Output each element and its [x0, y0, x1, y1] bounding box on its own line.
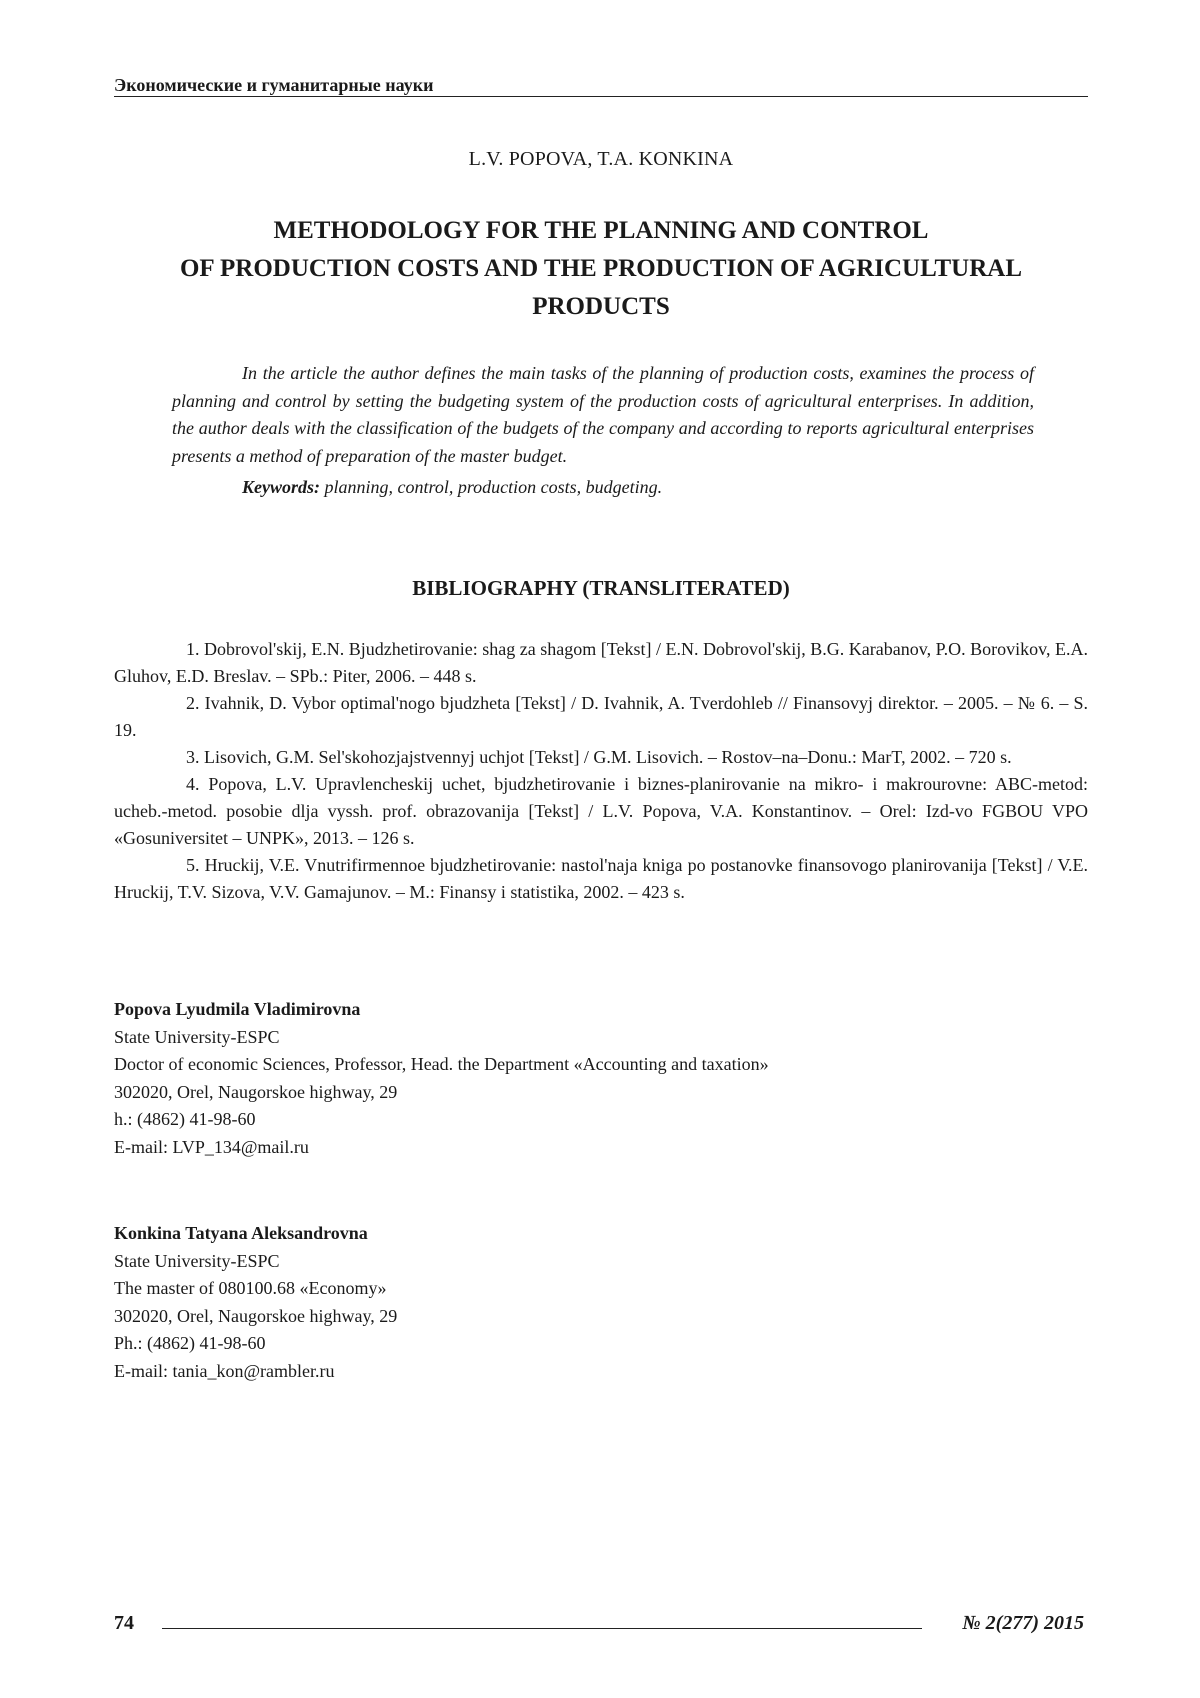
bibliography-item: 5. Hruckij, V.E. Vnutrifirmennoe bjudzhetirovanie: nastol'naja kniga po postanovke finansovogo planirovanija [Tekst] / V.E. Hruckij, T.V. Sizova, V.V. Gamajunov. – M.: Finansy i statistika, 2002. – 423 s.	[114, 852, 1088, 906]
author-address: 302020, Orel, Naugorskoe highway, 29	[114, 1079, 1088, 1107]
running-head: Экономические и гуманитарные науки	[114, 74, 1088, 97]
author-affiliation: State University-ESPC	[114, 1248, 1088, 1276]
author-position: The master of 080100.68 «Economy»	[114, 1275, 1088, 1303]
author-info-popova	[114, 996, 1088, 1161]
author-affiliation: State University-ESPC	[114, 1024, 1088, 1052]
author-phone: Ph.: (4862) 41-98-60	[114, 1330, 1088, 1358]
abstract: In the article the author defines the main tasks of the planning of production costs, examines the process of planning and control by setting the budgeting system of the production costs of agricultural enterprises. In addition, the author deals with the classification of the budgets of the company and according to reports agricultural enterprises presents a method of preparation of the master budget.	[172, 360, 1034, 470]
title-line: PRODUCTS	[114, 288, 1088, 326]
keywords	[242, 474, 1032, 501]
bibliography-heading: BIBLIOGRAPHY (TRANSLITERATED)	[114, 576, 1088, 601]
author-position: Doctor of economic Sciences, Professor, Head. the Department «Accounting and taxation»	[114, 1051, 1088, 1079]
issue-number: № 2(277) 2015	[962, 1612, 1084, 1635]
bibliography-item: 2. Ivahnik, D. Vybor optimal'nogo bjudzheta [Tekst] / D. Ivahnik, A. Tverdohleb // Finansovyj direktor. – 2005. – № 6. – S. 19.	[114, 690, 1088, 744]
article-authors: L.V. POPOVA, T.A. KONKINA	[114, 148, 1088, 171]
keywords-label: Keywords:	[242, 477, 320, 497]
author-email: E-mail: tania_kon@rambler.ru	[114, 1358, 1088, 1386]
page-number: 74	[114, 1612, 134, 1635]
bibliography-item: 1. Dobrovol'skij, E.N. Bjudzhetirovanie: shag za shagom [Tekst] / E.N. Dobrovol'skij, B.G. Karabanov, P.O. Borovikov, E.A. Gluhov, E.D. Breslav. – SPb.: Piter, 2006. – 448 s.	[114, 636, 1088, 690]
bibliography-item: 4. Popova, L.V. Upravlencheskij uchet, bjudzhetirovanie i biznes-planirovanie na mikro- i makrourovne: ABC-metod: ucheb.-metod. posobie dlja vyssh. prof. obrazovanija [Tekst] / L.V. Popova, V.A. Konstantinov. – Orel: Izd-vo FGBOU VPO «Gosuniversitet – UNPK», 2013. – 126 s.	[114, 771, 1088, 852]
author-address: 302020, Orel, Naugorskoe highway, 29	[114, 1303, 1088, 1331]
keywords-text: planning, control, production costs, budgeting.	[320, 477, 662, 497]
author-info-konkina	[114, 1220, 1088, 1385]
author-phone: h.: (4862) 41-98-60	[114, 1106, 1088, 1134]
journal-page	[114, 0, 1088, 1698]
bibliography-item: 3. Lisovich, G.M. Sel'skohozjajstvennyj uchjot [Tekst] / G.M. Lisovich. – Rostov–na–Donu.: MarT, 2002. – 720 s.	[114, 744, 1088, 771]
title-line: OF PRODUCTION COSTS AND THE PRODUCTION OF AGRICULTURAL	[114, 250, 1088, 288]
author-name: Popova Lyudmila Vladimirovna	[114, 996, 1088, 1024]
bibliography-list	[114, 636, 1088, 906]
page-footer	[114, 1612, 1088, 1642]
footer-rule	[162, 1628, 922, 1629]
article-title	[114, 212, 1088, 326]
author-name: Konkina Tatyana Aleksandrovna	[114, 1220, 1088, 1248]
author-email: E-mail: LVP_134@mail.ru	[114, 1134, 1088, 1162]
title-line: METHODOLOGY FOR THE PLANNING AND CONTROL	[114, 212, 1088, 250]
